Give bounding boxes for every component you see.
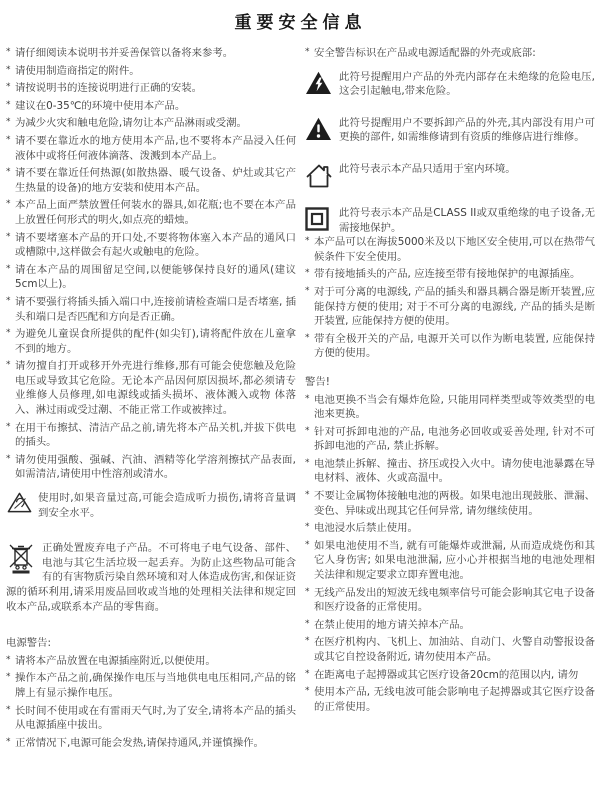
bullet-marker: *	[6, 360, 11, 371]
list-item-text: 安全警告标识在产品或电源适配器的外壳或底部:	[314, 47, 536, 59]
list-item-text: 请按说明书的连接说明进行正确的安装。	[15, 82, 203, 95]
list-item	[305, 685, 595, 714]
hearing-warning-note	[6, 491, 296, 520]
list-item	[305, 539, 595, 583]
list-item	[6, 81, 296, 96]
list-item-text: 在医疗机构内、飞机上、加油站、自动门、火警自动警报设备或其它自控设备附近, 请勿使用本产品。	[314, 636, 595, 663]
list-item	[305, 457, 595, 486]
page-title: 重要安全信息	[234, 13, 367, 33]
list-item-text: 请在本产品的周围留足空间,以便能够保持良好的通风(建议5cm以上)。	[15, 263, 296, 291]
list-item	[6, 231, 296, 260]
list-item-text: 电池更换不当会有爆炸危险, 只能用同样类型或等效类型的电池来更换。	[314, 393, 595, 421]
list-item-text: 对于可分离的电源线, 产品的插头和器具耦合器是断开装置,应能保持方便的使用; 对于不可分离的电源线, 产品的插头是断开装置, 应能保持方便的使用。	[314, 285, 595, 328]
list-item	[6, 327, 296, 356]
bullet-marker: *	[305, 332, 310, 343]
list-item	[6, 64, 296, 79]
list-item	[305, 425, 595, 454]
bullet-marker: *	[6, 736, 11, 747]
bullet-marker: *	[6, 263, 11, 274]
bullet-marker: *	[6, 672, 11, 683]
bullet-marker: *	[305, 425, 310, 436]
high-voltage-text: 此符号提醒用户产品的外壳内部存在未绝缘的危险电压,这会引起触电,带来危险。	[339, 70, 595, 98]
bullet-marker: *	[6, 231, 11, 242]
battery-warning-heading: 警告!	[305, 375, 330, 388]
list-item	[6, 736, 296, 751]
list-item-text: 请仔细阅读本说明书并妥善保管以备将来参考。	[15, 47, 234, 59]
bullet-marker: *	[305, 686, 310, 697]
hearing-warning-text: 使用时,如果音量过高,可能会造成听力损伤,请将音量调到安全水平。	[38, 492, 296, 519]
list-item	[6, 421, 296, 450]
indoor-use-text: 此符号表示本产品只适用于室内环境。	[339, 162, 516, 175]
bullet-marker: *	[305, 268, 310, 279]
list-item	[6, 295, 296, 324]
list-item-text: 本产品可以在海拔5000米及以下地区安全使用,可以在热带气候条件下安全使用。	[314, 236, 595, 263]
list-item	[6, 263, 296, 292]
list-item-text: 请将本产品放置在电源插座附近,以便使用。	[15, 654, 216, 667]
left-column	[6, 46, 296, 753]
list-item	[6, 359, 296, 417]
high-voltage-triangle-icon	[305, 70, 339, 99]
list-item-text: 操作本产品之前,确保操作电压与当地供电电压相同,产品的铭牌上有显示操作电压。	[15, 672, 296, 699]
list-item	[305, 521, 595, 536]
list-item-text: 请不要在靠近水的地方使用本产品,也不要将本产品浸入任何液体中或将任何液体滴落、泼溅到本产品上。	[15, 134, 296, 162]
bullet-marker: *	[6, 421, 11, 432]
bullet-marker: *	[305, 490, 310, 501]
bullet-marker: *	[6, 82, 11, 93]
two-column-layout	[6, 46, 595, 753]
power-warning-list	[6, 654, 296, 751]
battery-warning-list	[305, 393, 595, 583]
list-item-text: 请勿擅自打开或移开外壳进行维修,那有可能会使您触及危险电压或导致其它危险。无论本产品因何原因损坏,都必须请专业维修人员修理,如电源线或插头损坏、液体溅入或物 体落入、淋过雨或受过潮、不能正常工作或被摔过。	[15, 360, 296, 417]
list-item-text: 正常情况下,电源可能会发热,请保持通风,并谨慎操作。	[15, 736, 264, 749]
weee-note	[6, 541, 296, 614]
bullet-marker: *	[6, 199, 11, 210]
list-item	[6, 134, 296, 163]
power-warning-heading: 电源警告:	[6, 637, 52, 650]
list-item-text: 建议在0-35℃的环境中使用本产品。	[15, 99, 186, 112]
list-item	[6, 198, 296, 227]
bullet-marker: *	[6, 704, 11, 715]
do-not-open-symbol-note	[305, 116, 595, 145]
crossed-out-wheelie-bin-icon	[8, 543, 34, 574]
list-item-text: 本产品上面严禁放置任何装水的器具,如花瓶;也不要在本产品上放置任何形式的明火,如点亮的蜡烛。	[15, 199, 296, 226]
exclamation-triangle-icon	[305, 116, 339, 145]
list-item-text: 使用本产品, 无线电波可能会影响电子起搏器或其它医疗设备的正常使用。	[314, 686, 595, 713]
indoor-use-house-icon	[305, 162, 339, 189]
list-item-text: 请不要在靠近任何热源(如散热器、暖气设备、炉灶或其它产生热量的设备)的地方安装和使用本产品。	[15, 167, 296, 194]
list-item	[305, 489, 595, 518]
list-item	[6, 46, 296, 61]
list-item-text: 无线产品发出的短波无线电频率信号可能会影响其它电子设备和医疗设备的正常使用。	[314, 586, 595, 614]
bullet-marker: *	[6, 47, 11, 57]
class-ii-text: 此符号表示本产品是CLASS II或双重绝缘的电子设备,无需接地保护。	[339, 206, 595, 234]
bullet-marker: *	[6, 453, 11, 464]
bullet-marker: *	[305, 618, 310, 629]
list-item-text: 长时间不使用或在有雷雨天气时,为了安全,请将本产品的插头从电源插座中拔出。	[15, 704, 296, 732]
bullet-marker: *	[305, 236, 310, 247]
hearing-warning-triangle-icon	[7, 492, 32, 513]
high-voltage-symbol-note	[305, 70, 595, 99]
weee-text: 正确处置废弃电子产品。不可将电子电气设备、部件、电池与其它生活垃圾一起丢弃。为防止这些物品可能含有的有害物质污染自然环境和对人体造成伤害,和保证资源的循环利用,请采用废品回收或当地的处理相关法律和规定回收本产品,或联系本产品的零售商。	[6, 542, 296, 613]
bullet-marker: *	[305, 522, 310, 533]
list-item-text: 为减少火灾和触电危险,请勿让本产品淋雨或受潮。	[15, 117, 247, 130]
list-item-text: 请不要强行将插头插入端口中,连接前请检查端口是否堵塞, 插头和端口是否匹配和方向是否正确。	[15, 295, 296, 323]
list-item	[305, 332, 595, 361]
bullet-marker: *	[305, 47, 310, 57]
list-item-text: 电池浸水后禁止使用。	[314, 522, 418, 535]
class-ii-symbol-note	[305, 206, 595, 235]
bullet-marker: *	[6, 64, 11, 75]
list-item	[305, 618, 595, 633]
bullet-marker: *	[6, 654, 11, 665]
bullet-marker: *	[6, 328, 11, 339]
list-item-text: 在用干布擦拭、清洁产品之前,请先将本产品关机,并拔下供电的插头。	[15, 421, 296, 449]
list-item	[305, 46, 595, 61]
bullet-marker: *	[6, 295, 11, 306]
list-item	[6, 116, 296, 131]
list-item-text: 请勿使用强酸、强碱、汽油、酒精等化学溶剂擦拭产品表面,如需清洁,请使用中性溶剂或清水。	[15, 453, 296, 481]
right-column	[305, 46, 595, 717]
class-ii-double-square-icon	[305, 206, 339, 235]
list-item-text: 请不要堵塞本产品的开口处,不要将物体塞入本产品的通风口或槽隙中,这样做会有起火或触电的危险。	[15, 231, 296, 259]
wireless-warning-list	[305, 586, 595, 715]
symbols-intro-list	[305, 46, 595, 61]
list-item-text: 为避免儿童误食所提供的配件(如尖钉),请将配件放在儿童拿不到的地方。	[15, 328, 296, 355]
list-item	[6, 99, 296, 114]
list-item-text: 针对可拆卸电池的产品, 电池务必回收或妥善处理, 针对不可拆卸电池的产品, 禁止拆解。	[314, 425, 595, 453]
list-item-text: 电池禁止拆解、撞击、挤压或投入火中。请勿使电池暴露在导电材料、液体、火或高温中。	[314, 457, 595, 485]
list-item	[305, 267, 595, 282]
list-item-text: 不要让金属物体接触电池的两极。如果电池出现鼓胀、泄漏、变色、异味或出现其它任何异常, 请勿继续使用。	[314, 490, 595, 517]
general-power-list	[305, 235, 595, 361]
list-item	[305, 635, 595, 664]
do-not-open-text: 此符号提醒用户不要拆卸产品的外壳,其内部没有用户可更换的部件, 如需维修请到有资质的维修店进行维修。	[339, 116, 595, 144]
list-item	[305, 668, 595, 683]
list-item-text: 在禁止使用的地方请关掉本产品。	[314, 618, 470, 631]
list-item	[305, 285, 595, 329]
list-item-text: 请使用制造商指定的附件。	[15, 64, 140, 77]
list-item	[305, 393, 595, 422]
general-safety-list	[6, 46, 296, 482]
bullet-marker: *	[305, 668, 310, 679]
bullet-marker: *	[6, 117, 11, 128]
list-item	[6, 671, 296, 700]
bullet-marker: *	[6, 167, 11, 178]
bullet-marker: *	[305, 285, 310, 296]
list-item-text: 带有接地插头的产品, 应连接至带有接地保护的电源插座。	[314, 268, 581, 281]
list-item-text: 带有全极开关的产品, 电源开关可以作为断电装置, 应能保持方便的使用。	[314, 332, 595, 360]
list-item	[6, 704, 296, 733]
bullet-marker: *	[305, 586, 310, 597]
indoor-use-symbol-note	[305, 162, 595, 189]
bullet-marker: *	[6, 134, 11, 145]
list-item-text: 如果电池使用不当, 就有可能爆炸或泄漏, 从而造成烧伤和其它人身伤害; 如果电池泄漏, 应小心并根据当地的电池处理相关法律和规定要求立即弃置电池。	[314, 539, 595, 582]
bullet-marker: *	[305, 539, 310, 550]
list-item	[6, 453, 296, 482]
bullet-marker: *	[6, 99, 11, 110]
bullet-marker: *	[305, 457, 310, 468]
bullet-marker: *	[305, 636, 310, 647]
list-item	[305, 235, 595, 264]
list-item	[305, 586, 595, 615]
list-item	[6, 654, 296, 669]
bullet-marker: *	[305, 393, 310, 404]
list-item	[6, 166, 296, 195]
list-item-text: 在距离电子起搏器或其它医疗设备20cm的范围以内, 请勿	[314, 668, 579, 681]
